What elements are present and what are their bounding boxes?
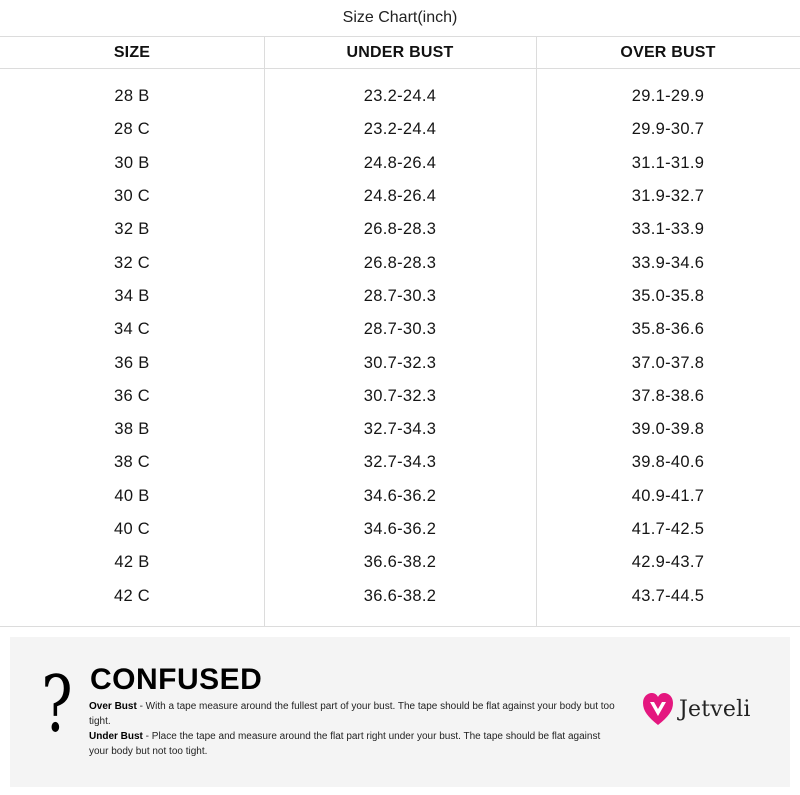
heart-v-logo-icon bbox=[642, 691, 674, 727]
cell-size: 38 B bbox=[114, 420, 150, 439]
question-mark-icon: ? bbox=[41, 660, 73, 750]
table-row bbox=[0, 313, 800, 346]
table-row bbox=[0, 280, 800, 313]
cell-under-bust: 24.8-26.4 bbox=[363, 187, 437, 206]
cell-over-bust: 35.8-36.6 bbox=[631, 320, 705, 339]
cell-over-bust: 29.1-29.9 bbox=[631, 87, 705, 106]
cell-size: 40 C bbox=[113, 520, 151, 538]
cell-over-bust: 40.9-41.7 bbox=[631, 486, 705, 505]
cell-under-bust: 28.7-30.3 bbox=[363, 320, 437, 339]
cell-over-bust: 31.9-32.7 bbox=[631, 187, 705, 206]
cell-size: 36 C bbox=[113, 386, 151, 405]
under-bust-note bbox=[89, 729, 619, 759]
table-row bbox=[0, 513, 800, 546]
brand-name: Jetveli bbox=[679, 696, 751, 722]
cell-size: 42 C bbox=[113, 586, 151, 605]
cell-under-bust: 30.7-32.3 bbox=[363, 353, 437, 372]
cell-under-bust: 28.7-30.3 bbox=[363, 286, 437, 305]
cell-under-bust: 23.2-24.4 bbox=[363, 87, 437, 106]
cell-under-bust: 36.6-38.2 bbox=[363, 586, 437, 605]
cell-size: 34 B bbox=[114, 286, 150, 305]
divider bbox=[0, 626, 800, 627]
table-header bbox=[0, 37, 800, 69]
table-row bbox=[0, 113, 800, 146]
cell-under-bust: 34.6-36.2 bbox=[363, 486, 437, 505]
cell-over-bust: 37.8-38.6 bbox=[631, 386, 705, 405]
cell-under-bust: 32.7-34.3 bbox=[363, 453, 437, 472]
cell-size: 38 C bbox=[113, 453, 151, 472]
table-row bbox=[0, 380, 800, 413]
cell-over-bust: 43.7-44.5 bbox=[631, 586, 705, 605]
cell-size: 32 B bbox=[114, 220, 150, 239]
table-row bbox=[0, 147, 800, 180]
table-row bbox=[0, 80, 800, 113]
cell-over-bust: 33.9-34.6 bbox=[631, 253, 705, 272]
table-row bbox=[0, 180, 800, 213]
cell-size: 28 C bbox=[113, 120, 151, 139]
cell-over-bust: 39.0-39.8 bbox=[631, 420, 705, 439]
table-row bbox=[0, 546, 800, 579]
over-bust-label: Over Bust bbox=[89, 701, 137, 712]
size-chart-table bbox=[0, 36, 800, 626]
cell-over-bust: 31.1-31.9 bbox=[631, 153, 705, 172]
page-title: Size Chart(inch) bbox=[342, 9, 458, 26]
cell-over-bust: 41.7-42.5 bbox=[631, 520, 705, 538]
cell-under-bust: 36.6-38.2 bbox=[363, 553, 437, 572]
table-body bbox=[0, 80, 800, 613]
cell-under-bust: 34.6-36.2 bbox=[363, 520, 437, 538]
header-under-bust: UNDER BUST bbox=[346, 43, 454, 61]
header-over-bust: OVER BUST bbox=[620, 43, 716, 61]
over-bust-note bbox=[89, 699, 619, 729]
cell-size: 32 C bbox=[113, 253, 151, 272]
cell-under-bust: 32.7-34.3 bbox=[363, 420, 437, 439]
cell-size: 40 B bbox=[114, 486, 150, 505]
brand-logo bbox=[642, 691, 751, 727]
info-box bbox=[10, 637, 790, 787]
cell-size: 42 B bbox=[114, 553, 150, 572]
cell-size: 30 C bbox=[113, 187, 151, 206]
cell-over-bust: 42.9-43.7 bbox=[631, 553, 705, 572]
info-description bbox=[89, 699, 619, 759]
table-row bbox=[0, 346, 800, 379]
cell-over-bust: 33.1-33.9 bbox=[631, 220, 705, 239]
cell-size: 36 B bbox=[114, 353, 150, 372]
under-bust-text: - Place the tape and measure around the flat part right under your bust. The tape should be flat against your body but not too tight. bbox=[89, 731, 601, 757]
cell-under-bust: 26.8-28.3 bbox=[363, 253, 437, 272]
cell-over-bust: 29.9-30.7 bbox=[631, 120, 705, 139]
cell-over-bust: 37.0-37.8 bbox=[631, 353, 705, 372]
over-bust-text: - With a tape measure around the fullest part of your bust. The tape should be flat against your body but too tight. bbox=[89, 701, 615, 727]
table-row bbox=[0, 413, 800, 446]
cell-size: 30 B bbox=[114, 153, 150, 172]
cell-over-bust: 35.0-35.8 bbox=[631, 286, 705, 305]
cell-over-bust: 39.8-40.6 bbox=[631, 453, 705, 472]
cell-under-bust: 26.8-28.3 bbox=[363, 220, 437, 239]
table-row bbox=[0, 213, 800, 246]
cell-under-bust: 30.7-32.3 bbox=[363, 386, 437, 405]
table-row bbox=[0, 446, 800, 479]
under-bust-label: Under Bust bbox=[89, 731, 143, 742]
table-row bbox=[0, 480, 800, 513]
table-row bbox=[0, 579, 800, 612]
header-size: SIZE bbox=[113, 43, 151, 61]
info-heading: CONFUSED bbox=[90, 663, 263, 696]
cell-size: 28 B bbox=[114, 87, 150, 106]
cell-under-bust: 23.2-24.4 bbox=[363, 120, 437, 139]
cell-size: 34 C bbox=[113, 320, 151, 339]
cell-under-bust: 24.8-26.4 bbox=[363, 153, 437, 172]
table-row bbox=[0, 246, 800, 279]
